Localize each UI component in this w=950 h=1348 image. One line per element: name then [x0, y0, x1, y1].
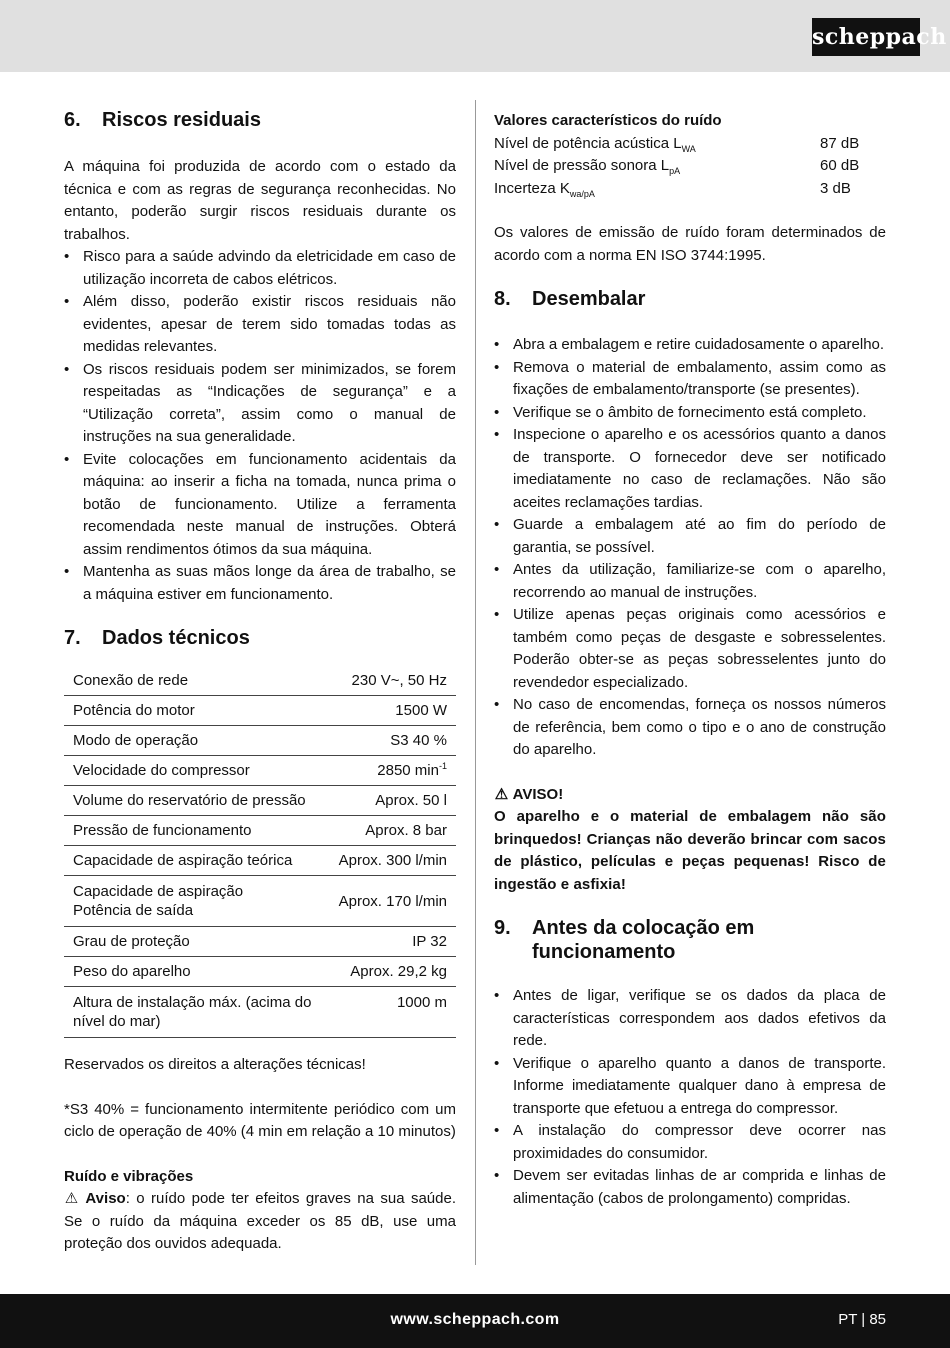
spec-value: 1000 m — [330, 987, 456, 1038]
noise-vibration-heading: Ruído e vibrações — [64, 1167, 194, 1185]
page-footer — [0, 1294, 950, 1348]
section-9-heading — [494, 916, 886, 964]
list-item: • Devem ser evitadas linhas de ar comprida e linhas de alimentação (cabos de prolongamento) compridas. — [494, 1165, 886, 1210]
spec-value: 230 V~, 50 Hz — [330, 666, 456, 696]
page-header — [0, 0, 950, 72]
list-item: • Verifique se o âmbito de fornecimento está completo. — [494, 402, 886, 425]
table-row — [64, 876, 456, 927]
table-row — [64, 666, 456, 696]
spec-value: 1500 W — [330, 696, 456, 726]
list-item: • Antes da utilização, familiarize-se com o aparelho, recorrendo ao manual de instruções. — [494, 559, 886, 604]
section-8-heading — [494, 287, 886, 311]
noise-row — [494, 155, 886, 178]
scheppach-logo: scheppach — [812, 18, 920, 56]
spec-label: Altura de instalação máx. (acima do nível do mar) — [64, 987, 330, 1038]
list-item: • Remova o material de embalamento, assim como as fixações de embalamento/transporte (se presentes). — [494, 357, 886, 402]
noise-value: 60 dB — [820, 157, 860, 174]
list-item: • No caso de encomendas, forneça os nossos números de referência, bem como o tipo e o ano de construção do aparelho. — [494, 694, 886, 762]
spec-label: Peso do aparelho — [64, 957, 330, 987]
section-6-intro: A máquina foi produzida de acordo com o estado da técnica e com as regras de segurança reconhecidas. No entanto, poderão surgir riscos residuais durante os trabalhos. — [64, 158, 456, 243]
section-number: 8. — [494, 288, 511, 310]
spec-label: Capacidade de aspiração teórica — [64, 846, 330, 876]
noise-label-text: Nível de pressão sonora L — [494, 157, 670, 174]
section-6-heading — [64, 108, 456, 132]
section-number: 6. — [64, 109, 81, 131]
warning-icon: ⚠ — [494, 785, 509, 803]
spec-value: Aprox. 50 l — [330, 786, 456, 816]
noise-values-heading: Valores característicos do ruído — [494, 112, 722, 129]
s3-note: *S3 40% = funcionamento intermitente periódico com um ciclo de operação de 40% (4 min em relação a 10 minutos) — [64, 1100, 456, 1140]
footer-url: www.scheppach.com — [390, 1311, 560, 1328]
list-item: • Antes de ligar, verifique se os dados da placa de características correspondem aos dados efetivos da rede. — [494, 985, 886, 1053]
table-row — [64, 786, 456, 816]
spec-label — [64, 876, 330, 927]
left-column — [64, 98, 456, 1256]
section-9-list — [494, 985, 886, 1210]
noise-value: 3 dB — [820, 179, 851, 197]
list-item: • A instalação do compressor deve ocorrer nas proximidades do consumidor. — [494, 1120, 886, 1165]
list-item: • Os riscos residuais podem ser minimizados, se forem respeitadas as “Indicações de segurança” e a “Utilização correta”, assim como o manual de instruções na sua generalidade. — [64, 359, 456, 449]
spec-value: Aprox. 29,2 kg — [330, 957, 456, 987]
spec-value: IP 32 — [330, 927, 456, 957]
reserved-note: Reservados os direitos a alterações técnicas! — [64, 1056, 366, 1073]
noise-note: Os valores de emissão de ruído foram determinados de acordo com a norma EN ISO 3744:1995. — [494, 224, 886, 264]
spec-label-line: Capacidade de aspiração — [73, 883, 244, 900]
noise-warning — [64, 1188, 456, 1256]
warning-icon: ⚠ — [64, 1190, 79, 1207]
page-number: PT | 85 — [838, 1311, 886, 1328]
spec-label: Modo de operação — [64, 726, 330, 756]
noise-value: 87 dB — [820, 134, 860, 152]
noise-label-subscript: pA — [669, 166, 681, 176]
noise-label — [494, 155, 680, 178]
spec-label: Grau de proteção — [64, 927, 330, 957]
warning-text: : o ruído pode ter efeitos graves na sua saúde. Se o ruído da máquina exceder os 85 dB, use uma proteção dos ouvidos adequada. — [64, 1190, 457, 1252]
noise-label-subscript: WA — [681, 143, 696, 154]
noise-label-subscript: wa/pA — [569, 188, 595, 199]
list-item: • Mantenha as suas mãos longe da área de trabalho, se a máquina estiver em funcionamento. — [64, 561, 456, 606]
warning-title: AVISO! — [512, 785, 564, 803]
table-row — [64, 696, 456, 726]
list-item: • Guarde a embalagem até ao fim do período de garantia, se possível. — [494, 514, 886, 559]
spec-label-line: Potência de saída — [73, 902, 194, 919]
spec-value: Aprox. 300 l/min — [330, 846, 456, 876]
list-item: • Inspecione o aparelho e os acessórios quanto a danos de transporte. O fornecedor deve ser notificado imediatamente no caso de reclamações. Não são aceites reclamações tardias. — [494, 424, 886, 514]
table-row — [64, 816, 456, 846]
noise-label-text: Nível de potência acústica L — [494, 134, 682, 152]
noise-row — [494, 178, 886, 201]
spec-label: Pressão de funcionamento — [64, 816, 330, 846]
noise-label — [494, 178, 595, 201]
table-row — [64, 927, 456, 957]
spec-value-exponent: -1 — [438, 761, 447, 771]
section-title: Dados técnicos — [102, 627, 250, 649]
list-item: • Risco para a saúde advindo da eletricidade em caso de utilização incorreta de cabos elétricos. — [64, 246, 456, 291]
spec-label: Velocidade do compressor — [64, 756, 330, 786]
table-row — [64, 756, 456, 786]
technical-data-table — [64, 666, 456, 1038]
section-number: 7. — [64, 627, 81, 649]
spec-label: Conexão de rede — [64, 666, 330, 696]
right-column — [494, 110, 886, 1210]
list-item: • Abra a embalagem e retire cuidadosamente o aparelho. — [494, 334, 886, 357]
list-item: • Além disso, poderão existir riscos residuais não evidentes, apesar de terem sido tomadas todas as medidas relevantes. — [64, 291, 456, 359]
section-number: 9. — [494, 917, 511, 939]
table-row — [64, 846, 456, 876]
noise-label-text: Incerteza K — [494, 179, 570, 197]
list-item: • Utilize apenas peças originais como acessórios e também como peças de desgaste e sobresselentes. Poderão obter-se as peças sobresselentes junto do revendedor especializado. — [494, 604, 886, 694]
spec-value: Aprox. 8 bar — [330, 816, 456, 846]
warning-text: O aparelho e o material de embalagem não são brinquedos! Crianças não deverão brincar com sacos de plástico, películas e peças pequenas! Risco de ingestão e asfixia! — [494, 808, 886, 893]
section-title: Antes da colocação em funcionamento — [532, 917, 755, 963]
list-item: • Evite colocações em funcionamento acidentais da máquina: ao inserir a ficha na tomada, nunca prima o botão de funcionamento. Utilize a ferramenta recomendada neste manual de instruções. Obterá assim rendimentos ótimos da sua máquina. — [64, 449, 456, 562]
list-item: • Verifique o aparelho quanto a danos de transporte. Informe imediatamente qualquer dano à empresa de transporte que efetuou a entrega do compressor. — [494, 1053, 886, 1121]
spec-value: Aprox. 170 l/min — [330, 876, 456, 927]
spec-value: S3 40 % — [330, 726, 456, 756]
noise-row — [494, 133, 886, 156]
section-title: Desembalar — [532, 288, 646, 310]
spec-value — [330, 756, 456, 786]
table-row — [64, 987, 456, 1038]
spec-value-text: 2850 min — [377, 762, 439, 779]
table-row — [64, 957, 456, 987]
section-7-heading — [64, 626, 456, 650]
table-row — [64, 726, 456, 756]
spec-label: Potência do motor — [64, 696, 330, 726]
warning-heading — [494, 784, 886, 807]
warning-label: Aviso — [85, 1190, 126, 1207]
noise-label — [494, 133, 696, 156]
column-divider — [475, 100, 476, 1265]
section-6-list — [64, 246, 456, 606]
section-title: Riscos residuais — [102, 109, 261, 131]
section-8-list — [494, 334, 886, 762]
spec-label: Volume do reservatório de pressão — [64, 786, 330, 816]
